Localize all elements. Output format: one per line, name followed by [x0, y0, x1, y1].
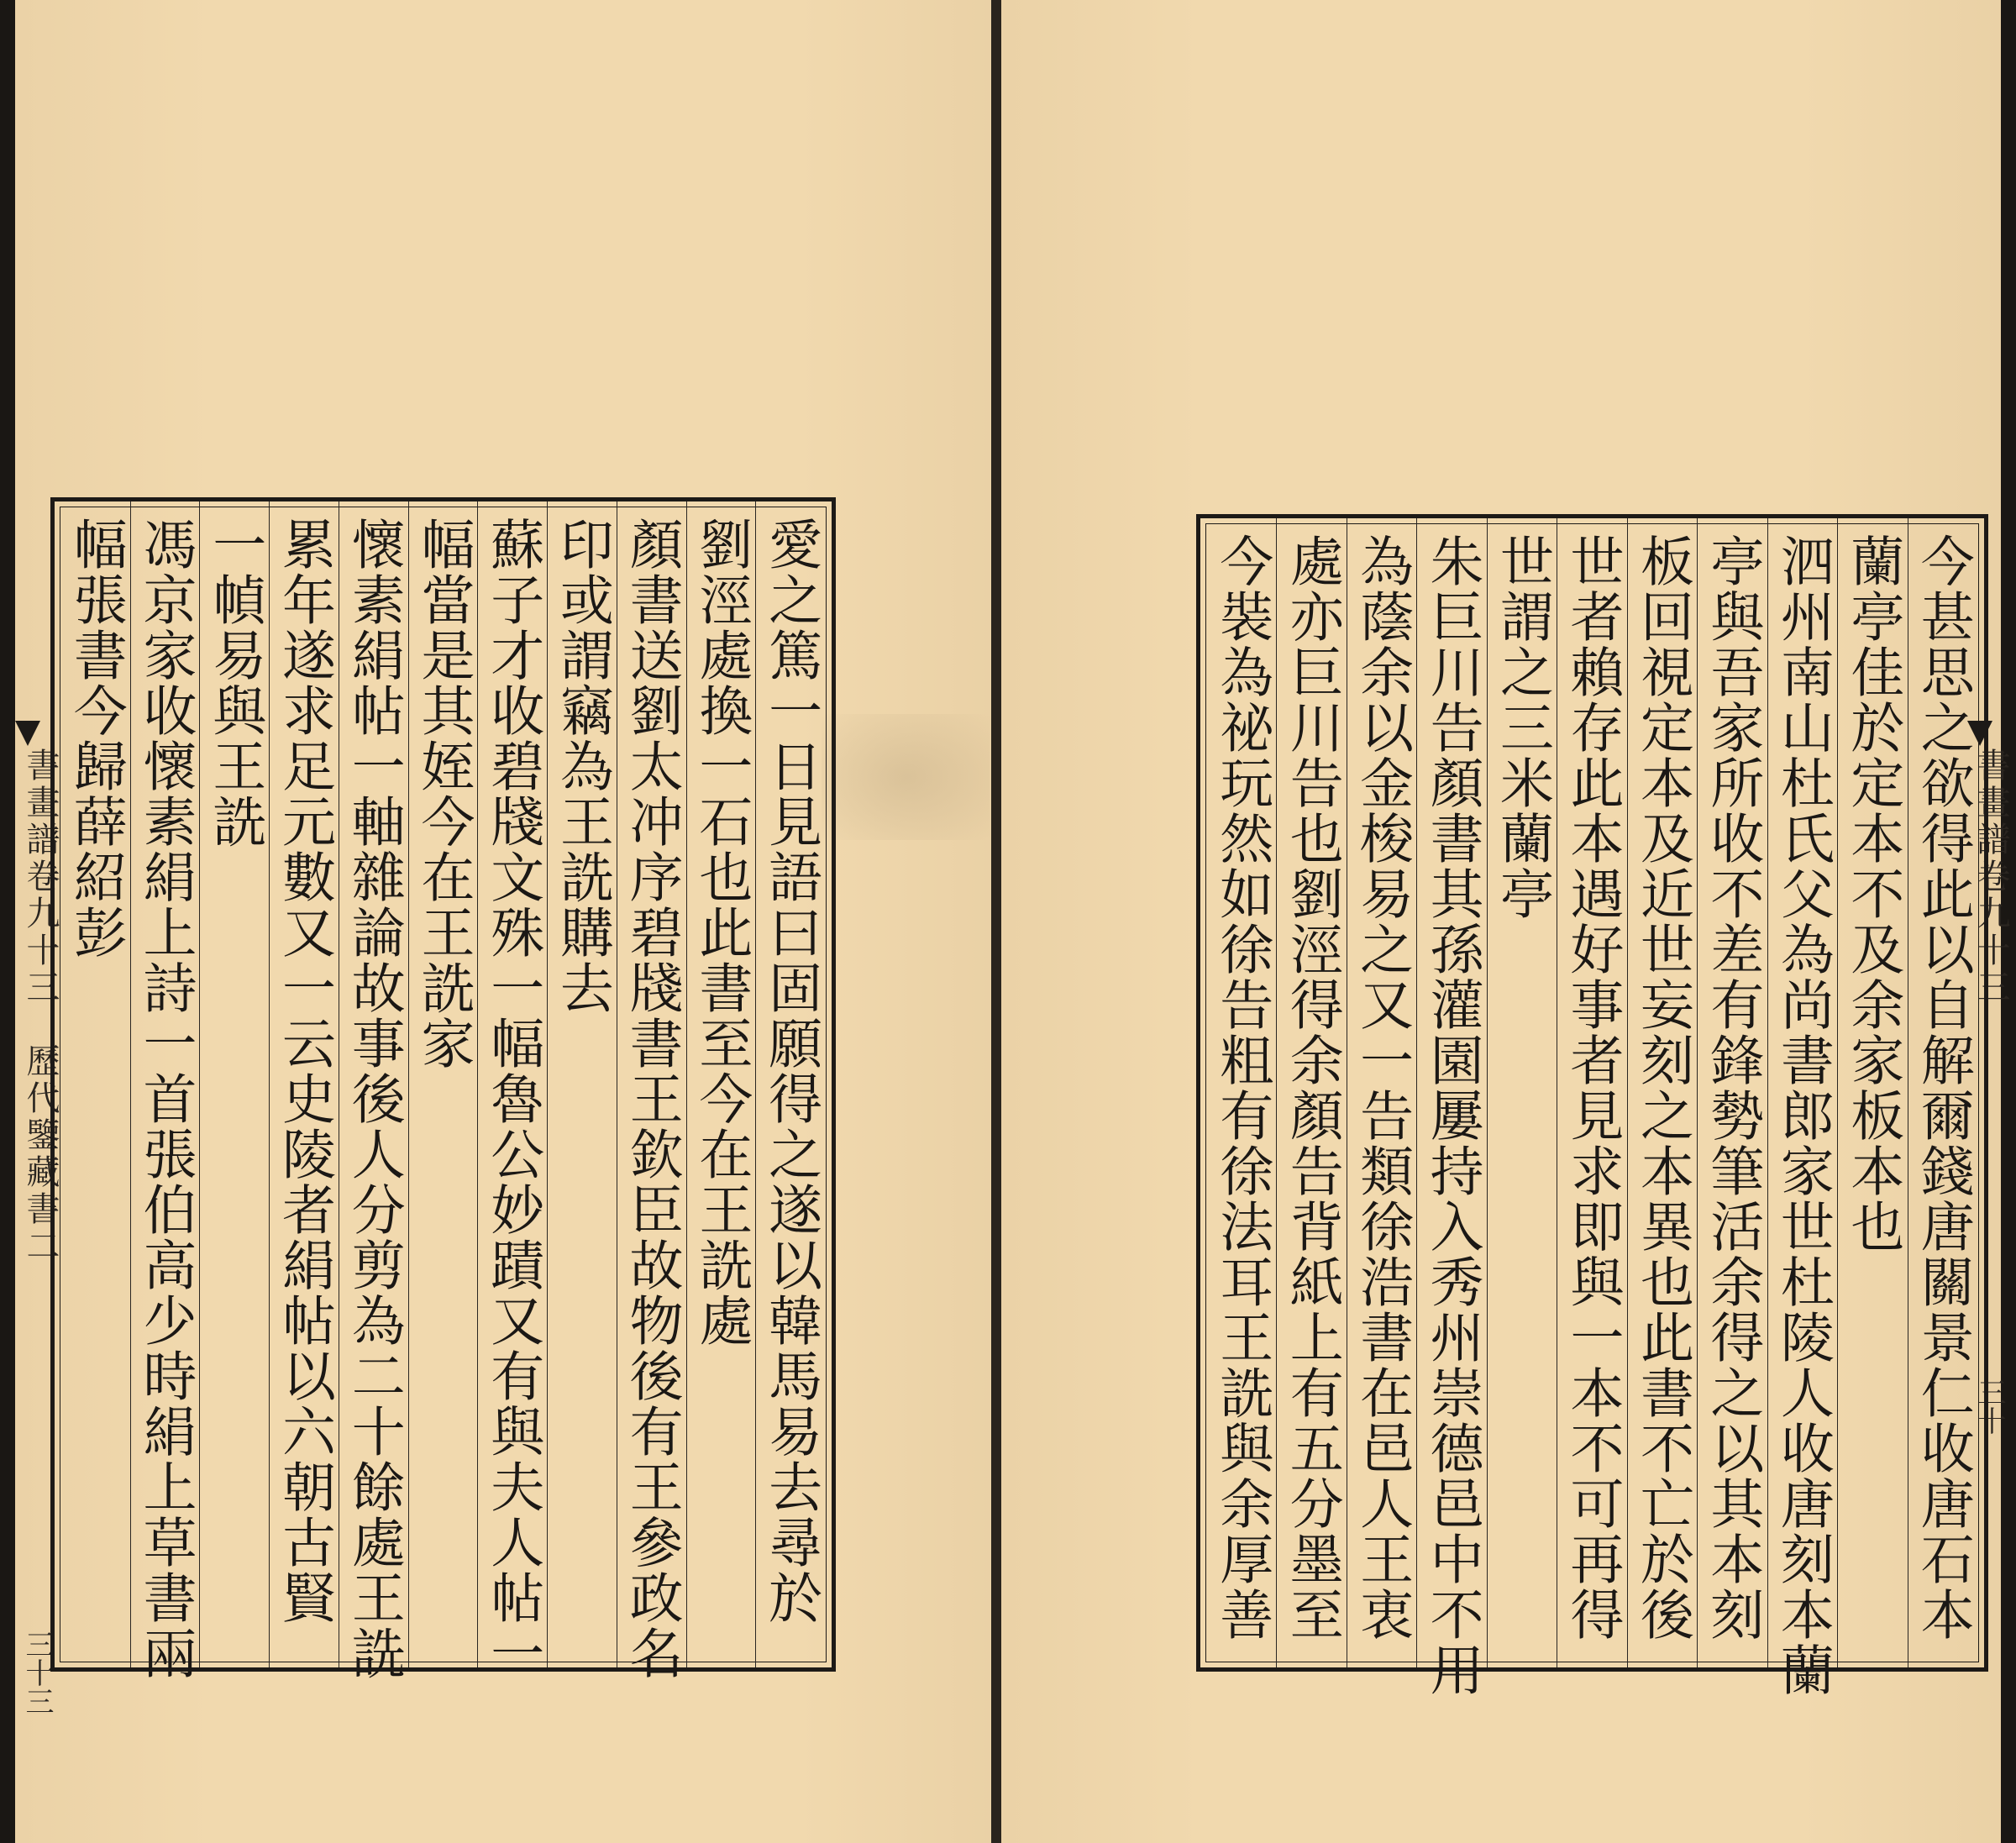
column-text: 馮京家收懷素絹上詩一首張伯高少時絹上草書兩 [134, 517, 197, 1681]
column-text: 朱巨川告顏書其孫灌園屢持入秀州崇德邑中不用 [1420, 533, 1483, 1698]
column-text: 愛之篤一日見語曰固願得之遂以韓馬易去尋於 [759, 517, 822, 1625]
column-text: 懷素絹帖一軸雜論故事後人分剪為二十餘處王詵 [342, 517, 405, 1681]
text-column [408, 501, 478, 1667]
text-column [547, 501, 617, 1667]
text-column [755, 501, 825, 1667]
text-column [1276, 518, 1346, 1667]
column-text: 世者賴存此本遇好事者見求即與一本不可再得 [1561, 533, 1624, 1642]
column-text: 處亦巨川告也劉涇得余顏告背紙上有五分墨至 [1280, 533, 1343, 1642]
column-text: 幅當是其姪今在王詵家 [412, 517, 475, 1071]
column-text: 累年遂求足元數又一云史陵者絹帖以六朝古賢 [272, 517, 335, 1625]
text-column [1487, 518, 1557, 1667]
column-text: 蘭亭佳於定本不及余家板本也 [1841, 533, 1904, 1254]
column-text: 一幀易與王詵 [203, 517, 266, 849]
column-text: 泗州南山杜氏父為尚書郎家世杜陵人收唐刻本蘭 [1771, 533, 1834, 1698]
column-text: 世謂之三米蘭亭 [1491, 533, 1554, 922]
right-page-number: 三十 [1972, 1378, 2006, 1435]
text-column [617, 501, 686, 1681]
column-text: 劉涇處換一石也此書至今在王詵處 [690, 517, 753, 1348]
right-page [1001, 0, 2010, 1843]
column-text: 幅張書今歸薛紹彭 [64, 517, 127, 960]
text-column [477, 501, 547, 1681]
text-column [61, 501, 130, 1667]
left-margin-title: 書畫譜卷九十三 歷代鑒藏書二 [21, 748, 60, 1265]
text-column [1207, 518, 1276, 1667]
column-text: 為蔭余以金梭易之又一告類徐浩書在邑人王衷 [1351, 533, 1414, 1642]
text-column [1627, 518, 1697, 1667]
text-column [1767, 518, 1837, 1698]
text-column [1416, 518, 1486, 1698]
column-text: 顏書送劉太冲序碧牋書王欽臣故物後有王參政名 [620, 517, 683, 1681]
text-column [339, 501, 408, 1681]
text-column [1557, 518, 1626, 1667]
right-text-frame [1196, 514, 1988, 1698]
fish-tail-mark [15, 721, 40, 746]
text-column [269, 501, 339, 1667]
paper-stain [822, 714, 990, 840]
left-text-frame [50, 497, 836, 1681]
text-column [686, 501, 756, 1667]
text-column [1347, 518, 1416, 1667]
text-column [199, 501, 269, 1667]
text-column [1837, 518, 1907, 1667]
column-text: 今裝為祕玩然如徐告粗有徐法耳王詵與余厚善 [1210, 533, 1273, 1642]
column-text: 板回視定本及近世妄刻之本異也此書不亡於後 [1630, 533, 1693, 1642]
column-text: 今甚思之欲得此以自解爾錢唐關景仁收唐石本 [1911, 533, 1974, 1642]
column-text: 印或謂竊為王詵購去 [550, 517, 613, 1016]
right-margin-title: 書畫譜卷九十三 [1971, 748, 2010, 1006]
column-text: 亭與吾家所收不差有鋒勢筆活余得之以其本刻 [1701, 533, 1764, 1642]
text-column [1697, 518, 1767, 1667]
column-text: 蘇子才收碧牋文殊一幅魯公妙蹟又有與夫人帖一 [481, 517, 544, 1681]
text-column [1908, 518, 1977, 1667]
text-column [130, 501, 200, 1681]
left-page-number: 三十三 [20, 1630, 54, 1715]
left-page [15, 0, 995, 1843]
